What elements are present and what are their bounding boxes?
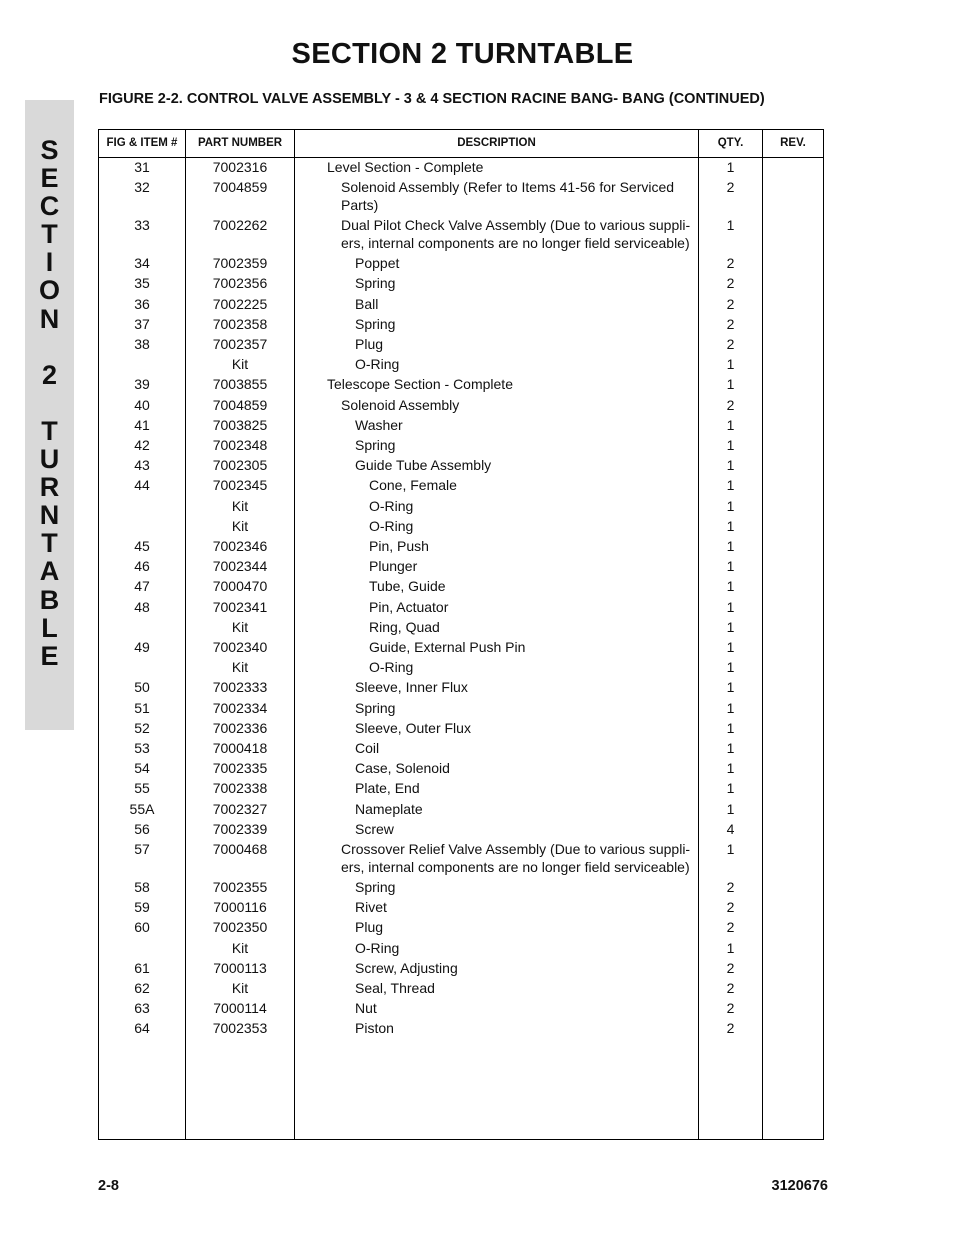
part-number: 7002341 [212,598,268,615]
quantity: 1 [726,780,735,797]
header-qty: QTY. [717,137,744,149]
quantity: 1 [726,598,735,615]
quantity: 2 [726,879,735,895]
part-description: O-Ring [355,356,400,373]
part-description: Pin, Push [369,538,429,554]
quantity: 1 [726,497,735,514]
part-description: Guide, External Push Pin [369,639,526,655]
side-tab-letter: I [45,247,54,278]
side-tab-letter [25,389,74,417]
description-line: Crossover Relief Valve Assembly (Due to various suppli- [341,841,691,857]
part-number: 7002225 [212,295,268,312]
part-number: Kit [231,659,249,676]
part-description: Level Section - Complete [327,159,484,175]
item-number: 61 [134,959,150,976]
part-number: 7002348 [212,437,268,453]
part-description: Spring [355,699,396,716]
item-number: 46 [134,558,150,575]
quantity: 1 [726,457,735,474]
part-number: 7002333 [212,679,268,696]
item-number: 62 [134,980,150,996]
quantity: 1 [726,800,735,817]
item-number: 60 [134,919,150,936]
item-number: 58 [134,879,150,895]
item-number: 38 [134,336,150,352]
part-description: Spring [355,315,396,332]
part-number: 7000468 [212,841,268,857]
part-description: Plug [355,919,384,936]
item-number: 43 [134,457,150,474]
item-number: 32 [134,179,150,196]
side-tab-letter: C [39,191,60,222]
part-number: 7000113 [213,959,267,976]
page-number: 2-8 [98,1178,119,1194]
quantity: 2 [726,1000,735,1017]
part-description: Poppet [355,255,400,272]
item-number: 35 [134,275,150,292]
item-number: 56 [134,820,150,837]
part-description: Telescope Section - Complete [327,376,513,393]
part-number: 7000114 [213,1000,267,1017]
part-description: Guide Tube Assembly [355,457,492,474]
item-number: 44 [134,477,150,494]
quantity: 2 [726,980,735,996]
quantity: 1 [726,517,735,534]
item-number: 50 [134,679,150,696]
side-tab-letter: U [39,444,60,475]
part-number: 7002334 [212,699,268,716]
side-tab-letter: T [41,528,58,559]
item-number: 42 [134,437,150,453]
quantity: 1 [726,356,735,373]
part-description: Sleeve, Inner Flux [355,679,468,696]
part-description: Tube, Guide [369,578,446,595]
part-number: 7002338 [212,780,268,797]
description-line: Solenoid Assembly (Refer to Items 41-56 for Serviced [341,179,675,196]
part-number: 7002262 [212,217,268,234]
part-number: 7002356 [212,275,268,292]
side-tab-letter: N [39,500,60,531]
part-number: 7003855 [212,376,268,393]
part-number: 7004859 [212,396,268,413]
part-number: 7002339 [212,820,268,837]
quantity: 2 [726,255,735,272]
part-number: Kit [231,618,249,635]
item-number: 64 [134,1020,150,1037]
quantity: 2 [726,1020,735,1037]
part-number: 7002357 [212,336,268,352]
description-line: ers, internal components are no longer field serviceable) [341,235,690,252]
quantity: 2 [726,179,735,196]
header-description: DESCRIPTION [457,137,536,149]
item-number: 31 [134,159,150,175]
part-description: Ball [355,295,379,312]
quantity: 2 [726,295,735,312]
quantity: 1 [726,558,735,575]
part-number: Kit [231,980,249,996]
item-number: 57 [134,841,150,857]
part-number: 7000470 [212,578,268,595]
part-number: 7000116 [213,899,267,916]
quantity: 1 [726,679,735,696]
side-tab-letter: T [41,219,58,250]
item-number: 39 [134,376,150,393]
part-description: Washer [355,416,403,433]
item-number: 48 [134,598,150,615]
item-number: 36 [134,295,150,312]
document-number: 3120676 [771,1178,828,1194]
item-number: 55A [129,800,155,817]
part-number: 7002358 [212,315,268,332]
quantity: 1 [726,437,735,453]
part-number: Kit [231,517,249,534]
part-number: 7002316 [212,159,268,175]
quantity: 1 [726,217,735,234]
quantity: 1 [726,639,735,655]
part-number: Kit [231,356,249,373]
part-description: Nut [355,1000,377,1017]
part-description: O-Ring [369,659,414,676]
part-number: 7002344 [212,558,268,575]
part-description: Ring, Quad [369,618,440,635]
side-tab-letter: S [40,135,59,165]
item-number: 47 [134,578,150,595]
part-number: 7002346 [212,538,268,554]
quantity: 1 [726,760,735,777]
quantity: 2 [726,315,735,332]
quantity: 1 [726,659,735,676]
part-number: Kit [231,939,249,956]
side-tab-letter: T [41,415,58,446]
quantity: 1 [726,699,735,716]
part-description: Seal, Thread [355,980,435,996]
description-line: ers, internal components are no longer field serviceable) [341,859,690,875]
side-tab-letter: O [38,275,60,306]
item-number: 53 [134,740,150,756]
part-number: 7002350 [212,919,268,936]
quantity: 2 [726,899,735,916]
part-description: Coil [355,740,380,756]
side-tab-letter: E [40,640,59,671]
part-description [341,216,711,252]
quantity: 1 [726,538,735,554]
side-tab-letter: L [41,612,58,643]
quantity: 4 [726,820,735,837]
item-number: 45 [134,538,150,554]
part-description: Nameplate [355,800,423,817]
part-number: 7002345 [212,477,268,494]
quantity: 1 [726,159,735,175]
part-number: 7002355 [212,879,268,895]
item-number: 40 [134,396,150,413]
item-number: 54 [134,760,150,777]
part-description: Plunger [369,558,418,575]
table-header [99,130,823,158]
part-description: Spring [355,437,396,453]
part-number: 7002305 [212,457,268,474]
quantity: 2 [726,396,735,413]
part-number: 7002327 [212,800,268,817]
item-number: 34 [134,255,150,272]
part-number: 7004859 [212,179,268,196]
part-description: Sleeve, Outer Flux [355,719,471,736]
header-part-number: PART NUMBER [197,137,283,149]
part-description: O-Ring [355,939,400,956]
column-divider [762,130,763,1139]
part-description: O-Ring [369,517,414,534]
part-description: Screw, Adjusting [355,959,458,976]
column-divider [294,130,295,1139]
item-number: 49 [134,639,150,655]
part-description: Plate, End [355,780,420,797]
side-tab-letter: N [39,303,60,334]
part-description: Cone, Female [369,477,457,494]
part-number: 7002353 [212,1020,268,1037]
figure-title: FIGURE 2-2. CONTROL VALVE ASSEMBLY - 3 & 4 SECTION RACINE BANG- BANG (CONTINUED) [99,91,765,107]
parts-table [98,129,824,1140]
side-tab-letter: R [39,472,60,503]
part-number: 7002335 [212,760,268,777]
side-tab-letter: B [39,584,60,615]
quantity: 1 [726,477,735,494]
item-number: 37 [134,315,150,332]
item-number: 33 [134,217,150,234]
quantity: 1 [726,719,735,736]
item-number: 59 [134,899,150,916]
item-number: 41 [134,416,150,433]
part-description [341,178,711,214]
quantity: 1 [726,939,735,956]
quantity: 2 [726,959,735,976]
quantity: 1 [726,618,735,635]
part-description: Case, Solenoid [355,760,450,777]
part-description: Spring [355,879,396,895]
part-description: Piston [355,1020,394,1037]
description-line: Dual Pilot Check Valve Assembly (Due to various suppli- [341,217,691,234]
header-item: FIG & ITEM # [106,137,178,149]
part-description: Solenoid Assembly [341,396,460,413]
item-number: 51 [134,699,150,716]
part-number: 7002359 [212,255,268,272]
quantity: 1 [726,416,735,433]
header-rev: REV. [780,137,806,149]
part-description: Screw [355,820,394,837]
part-number: 7002336 [212,719,268,736]
item-number: 55 [134,780,150,797]
side-tab-letters [25,136,74,670]
quantity: 2 [726,336,735,352]
part-number: Kit [231,497,249,514]
part-description: O-Ring [369,497,414,514]
item-number: 52 [134,719,150,736]
part-number: 7000418 [212,740,268,756]
quantity: 1 [726,376,735,393]
part-description [341,840,711,876]
side-tab-letter: 2 [41,359,58,390]
part-description: Plug [355,336,384,352]
quantity: 2 [726,919,735,936]
part-description: Spring [355,275,396,292]
section-side-tab [25,100,74,730]
quantity: 1 [726,740,735,756]
description-line: Parts) [341,197,379,214]
quantity: 2 [726,275,735,292]
side-tab-letter [25,333,74,361]
item-number: 63 [134,1000,150,1017]
quantity: 1 [726,578,735,595]
quantity: 1 [726,841,735,857]
part-number: 7002340 [212,639,268,655]
side-tab-letter: A [39,556,60,587]
part-number: 7003825 [212,416,268,433]
part-description: Rivet [355,899,387,916]
part-description: Pin, Actuator [369,598,449,615]
section-title: SECTION 2 TURNTABLE [291,38,634,70]
side-tab-letter: E [40,163,59,194]
